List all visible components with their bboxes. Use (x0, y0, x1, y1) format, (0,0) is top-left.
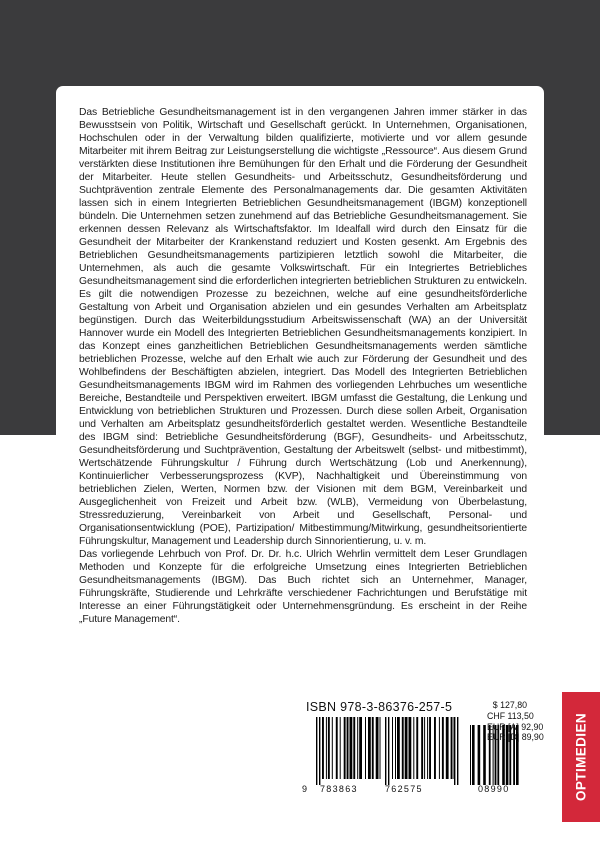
barcode-bar (392, 717, 393, 779)
barcode-bar (368, 717, 371, 779)
barcode-bar (340, 717, 341, 779)
barcode-bar (380, 717, 381, 779)
back-cover-blurb (79, 106, 527, 626)
barcode-digits-addon: 08990 (478, 784, 510, 794)
barcode-bar (451, 717, 453, 779)
barcode-bar (385, 717, 386, 785)
barcode-bar (376, 717, 379, 779)
price-chf: CHF 113,50 (487, 710, 534, 721)
barcode-bar (405, 717, 408, 779)
isbn-label: ISBN 978-3-86376-257-5 (306, 700, 453, 714)
price-eur-de: EUR [D] 89,90 (487, 732, 544, 743)
price-usd: $ 127,80 (492, 700, 527, 710)
barcode-addon-bar (472, 725, 475, 785)
barcode-bar (316, 717, 317, 785)
barcode-bar (457, 717, 458, 785)
barcode-bar (413, 717, 414, 779)
barcode-addon-bar (478, 725, 481, 785)
publisher-logo-text: OPTIMEDIEN (573, 712, 589, 802)
blurb-paragraph-2: Das vorliegende Lehrbuch von Prof. Dr. Dr. h.c. Ulrich Wehrlin vermittelt dem Leser Grundlagen Methoden und Konzepte für die erfolgreiche Umsetzung eines Integrierten Betrieblichen Gesundheitsmanagements (IBGM). Das Buch richtet sich an Unternehmer, Manager, Führungskräfte, Studierende und Lehrkräfte verschiedener Fachrichtungen und Berufstätige mit Interesse an einer Führungstätigkeit oder Unternehmensgründung. Es erscheint in der Reihe „Future Management“. (79, 549, 527, 625)
barcode-bar (446, 717, 449, 779)
barcode-bar (326, 717, 327, 779)
barcode-bar (357, 717, 358, 779)
barcode-bar (424, 717, 425, 779)
barcode-bar (372, 717, 374, 779)
barcode-bar (439, 717, 440, 779)
price-eur-at: EUR [A] 92,90 (487, 721, 544, 732)
barcode-bar (427, 717, 428, 779)
barcode-digits-right: 762575 (385, 784, 423, 794)
barcode-bar (344, 717, 346, 779)
barcode-bar (388, 717, 389, 785)
barcode-bar (336, 717, 338, 779)
barcode-bar (328, 717, 330, 779)
barcode-bar (395, 717, 396, 779)
barcode-bar (353, 717, 355, 779)
barcode-bar (319, 717, 320, 785)
barcode-addon-bar (483, 725, 486, 785)
barcode-bar (454, 717, 455, 785)
barcode-bar (416, 717, 418, 779)
publisher-logo (562, 692, 600, 822)
price-list (487, 700, 544, 743)
barcode-bar (434, 717, 436, 779)
barcode-bar (409, 717, 412, 779)
barcode-bar (397, 717, 400, 779)
barcode-bar (322, 717, 324, 779)
barcode-addon-bar (470, 725, 471, 785)
barcode-digits-left: 783863 (320, 784, 358, 794)
barcode-bar (365, 717, 366, 779)
barcode-bar (350, 717, 353, 779)
barcode-bar (347, 717, 349, 779)
blurb-paragraph-1: Das Betriebliche Gesundheitsmanagement ist in den vergangenen Jahren immer stärker in das Bewusstsein von Politik, Wirtschaft und Gesellschaft gerückt. In Unternehmen, Organisationen, Hochschulen oder in der Verwaltung bilden qualifizierte, motivierte und vor allem gesunde Mitarbeiter mit ihrem Beitrag zur Leistungserstellung die wichtigste „Ressource“. Aus diesem Grund verstärkten diese Institutionen ihre Bemühungen für den Erhalt und die Förderung der Gesundheit der Mitarbeiter. Heute stellen Gesundheits- und Arbeitsschutz, Gesundheitsförderung und Suchtprävention zentrale Elemente des Personalmanagements dar. Die gesamten Aktivitäten lassen sich in einem Integrierten Betrieblichen Gesundheitsmanagement (IBGM) konzeptionell bündeln. Die Unternehmen setzen zunehmend auf das Betriebliche Gesundheitsmanagement. Sie erkennen dessen Relevanz als Wirtschaftsfaktor. Im Idealfall wird durch den Einsatz für die Gesundheit der Mitarbeiter der Krankenstand reduziert und Kosten gesenkt. Am Ergebnis des Betrieblichen Gesundheitsmanagements partizipieren letztlich sowohl die Mitarbeiter, die Unternehmen, als auch die gesamte Volkswirtschaft. Für ein Integriertes Betriebliches Gesundheitsmanagement sind die erforderlichen integrierten betrieblichen Strukturen zu entwickeln. Es gilt die notwendigen Prozesse zu bezeichnen, welche auf eine gesundheitsförderliche Gestaltung von Arbeit und Organisation abzielen und ein gesundes Verhalten am Arbeitsplatz begünstigen. Durch das Weiterbildungsstudium Arbeitswissenschaft (WA) an der Universität Hannover wurde ein Modell des Integrierten Betrieblichen Gesundheitsmanagements konzipiert. In das Konzept eines ganzheitlichen Betrieblichen Gesundheitsmanagements werden sämtliche betrieblichen Prozesse, welche auf den Erhalt wie auch zur Förderung der Gesundheit und des Wohlbefindens der Beschäftigten abzielen, integriert. Das Modell des Integrierten Betrieblichen Gesundheitsmanagements IBGM wird im Rahmen des vorliegenden Lehrbuches um wesentliche Bereiche, Bestandteile und Perspektiven erweitert. IBGM umfasst die Gestaltung, die Lenkung und Entwicklung von betrieblichen Strukturen und Prozessen. Durch diese sollen Arbeit, Organisation und Verhalten am Arbeitsplatz gesundheitsförderlich gestaltet werden. Wesentliche Bestandteile des IBGM sind: Betriebliche Gesundheitsförderung (BGF), Gesundheits- und Arbeitsschutz, Gesundheitsförderung und Suchtprävention, Gestaltung der Arbeitswelt (selbst- und mitbestimmt), Wertschätzende Führungskultur / Führung durch Wertschätzung (Lob und Anerkennung), Kontinuierlicher Verbesserungsprozess (KVP), Nachhaltigkeit und Übereinstimmung von betrieblichen Zielen, Werten, Normen bzw. der Visionen mit dem BGM, Vereinbarkeit und Ausgeglichenheit von Freizeit und Arbeit bzw. (WLB), Vermeidung von Überbelastung, Stressreduzierung, Vereinbarkeit von Arbeit und Gesellschaft, Personal- und Organisationsentwicklung (POE), Partizipation/ Mitbestimmung/Mitwirkung, gesundheitsorientierte Führungskultur, Management und Leadership durch Sinnorientierung, u. v. m. (79, 107, 527, 547)
barcode-bar (429, 717, 431, 779)
barcode-bar (442, 717, 444, 779)
barcode-bar (421, 717, 423, 779)
barcode-bar (359, 717, 362, 779)
barcode-bar (402, 717, 404, 779)
barcode-digit-first: 9 (302, 784, 309, 794)
barcode-bar (332, 717, 333, 779)
